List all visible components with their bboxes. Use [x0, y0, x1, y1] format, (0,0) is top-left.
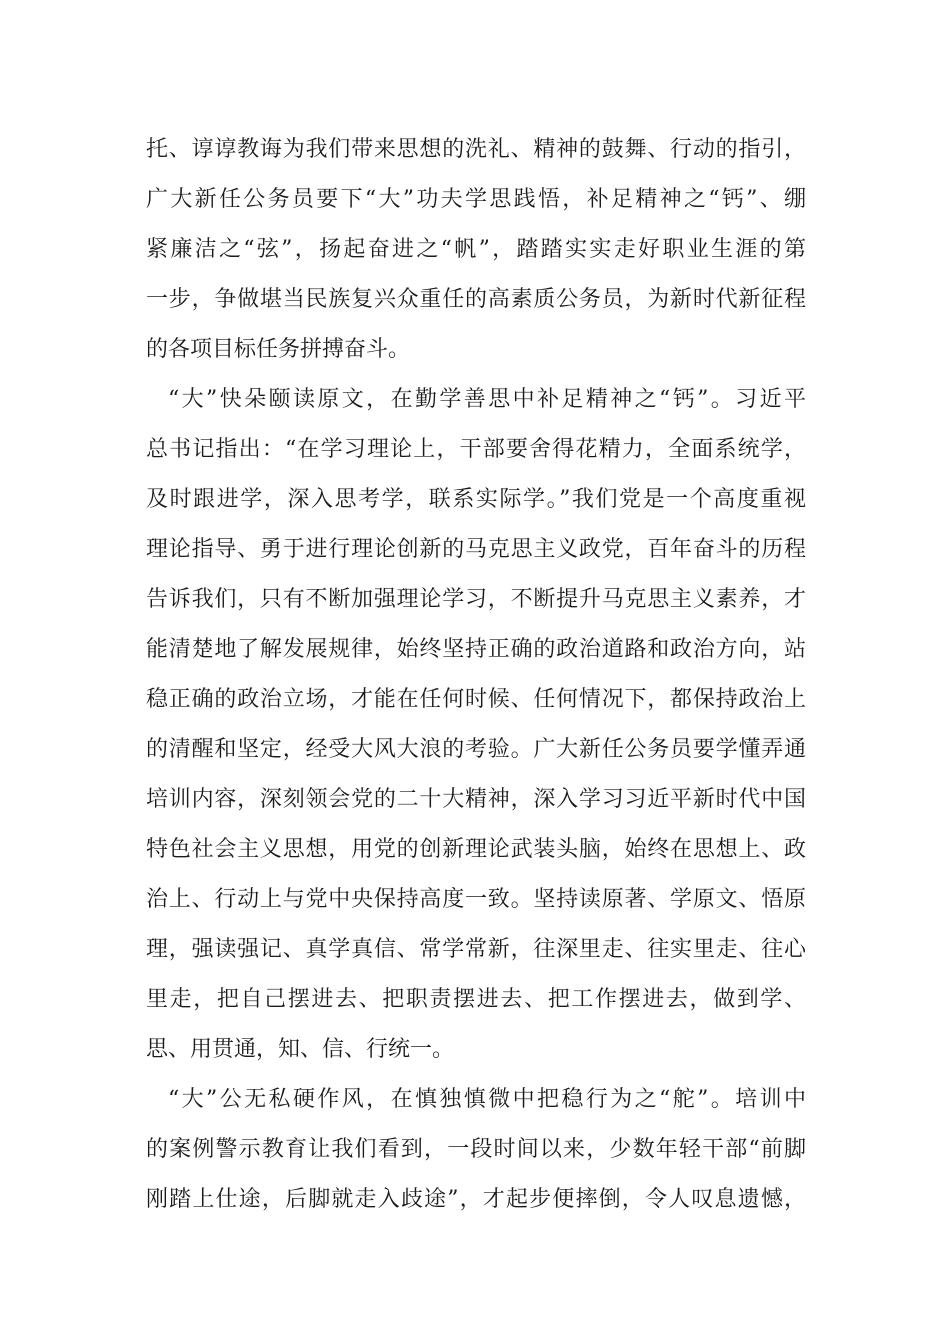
text-line: 理，强读强记、真学真信、常学常新，往深里走、往实里走、往心 — [146, 937, 806, 962]
text-line: 告诉我们，只有不断加强理论学习，不断提升马克思主义素养，才 — [146, 587, 806, 612]
text-line: 紧廉洁之“弦”，扬起奋进之“帆”，踏踏实实走好职业生涯的第 — [146, 237, 806, 262]
text-line: 的清醒和坚定，经受大风大浪的考验。广大新任公务员要学懂弄通 — [146, 737, 806, 762]
text-line: 广大新任公务员要下“大”功夫学思践悟，补足精神之“钙”、绷 — [146, 187, 806, 212]
text-line: 里走，把自己摆进去、把职责摆进去、把工作摆进去，做到学、 — [146, 987, 806, 1012]
text-line: 理论指导、勇于进行理论创新的马克思主义政党，百年奋斗的历程 — [146, 537, 806, 562]
text-line: 托、谆谆教诲为我们带来思想的洗礼、精神的鼓舞、行动的指引， — [146, 137, 806, 162]
paragraph-first-line: “大”快朵颐读原文，在勤学善思中补足精神之“钙”。习近平 — [168, 387, 806, 412]
paragraph-first-line: “大”公无私硬作风，在慎独慎微中把稳行为之“舵”。培训中 — [168, 1087, 806, 1112]
text-line: 刚踏上仕途，后脚就走入歧途”，才起步便摔倒，令人叹息遗憾， — [146, 1187, 806, 1212]
text-line: 的各项目标任务拼搏奋斗。 — [146, 337, 411, 362]
text-line: 及时跟进学，深入思考学，联系实际学。”我们党是一个高度重视 — [146, 487, 806, 512]
text-line: 的案例警示教育让我们看到，一段时间以来，少数年轻干部“前脚 — [146, 1137, 806, 1162]
text-line: 稳正确的政治立场，才能在任何时候、任何情况下，都保持政治上 — [146, 687, 806, 712]
text-line: 治上、行动上与党中央保持高度一致。坚持读原著、学原文、悟原 — [146, 887, 806, 912]
text-line: 培训内容，深刻领会党的二十大精神，深入学习习近平新时代中国 — [146, 787, 806, 812]
text-line: 思、用贯通，知、信、行统一。 — [146, 1037, 455, 1062]
text-line: 总书记指出：“在学习理论上，干部要舍得花精力，全面系统学， — [146, 437, 806, 462]
text-line: 能清楚地了解发展规律，始终坚持正确的政治道路和政治方向，站 — [146, 637, 806, 662]
text-line: 一步，争做堪当民族复兴众重任的高素质公务员，为新时代新征程 — [146, 287, 806, 312]
text-line: 特色社会主义思想，用党的创新理论武装头脑，始终在思想上、政 — [146, 837, 806, 862]
